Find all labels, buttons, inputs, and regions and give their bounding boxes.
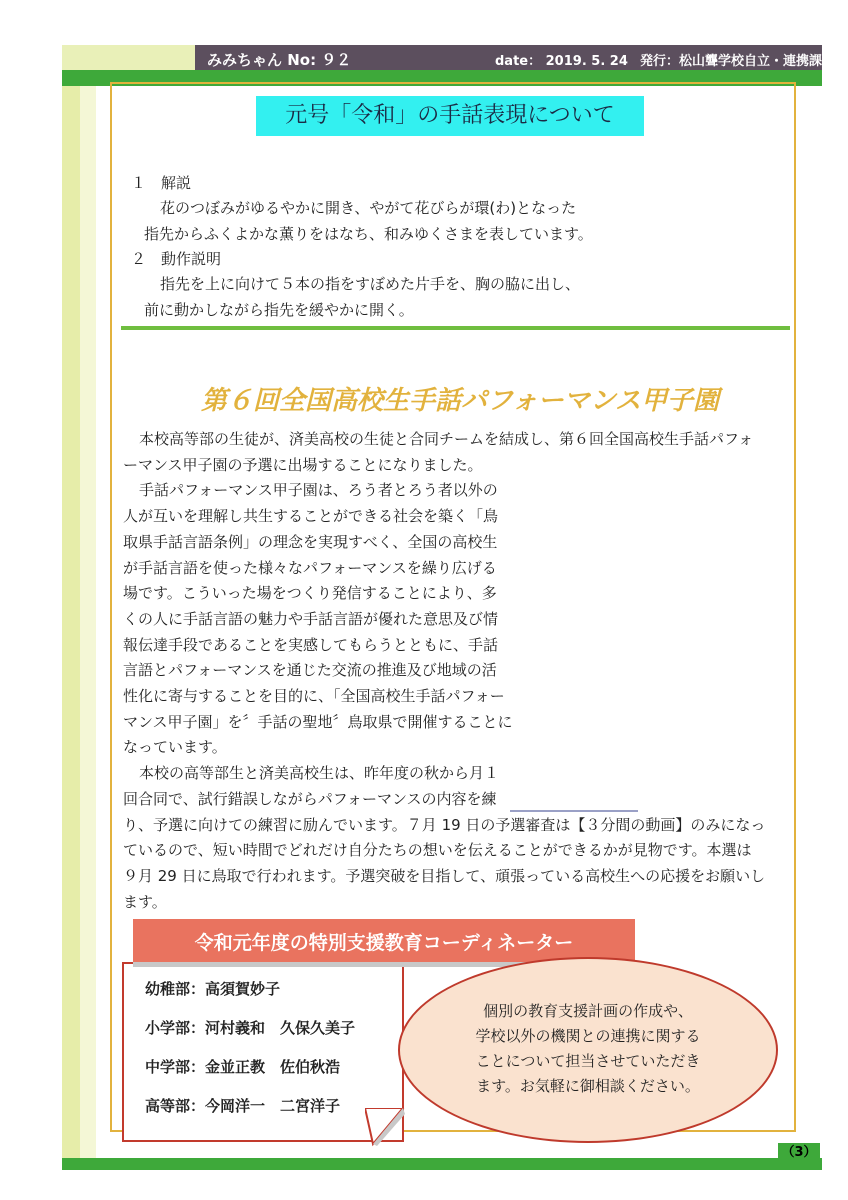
- article-line: 取県手話言語条例」の理念を実現すべく、全国の高校生: [123, 532, 498, 551]
- heading-explanation: １ 解説: [131, 174, 192, 192]
- article-line: 性化に寄与することを目的に、「全国高校生手話パフォー: [123, 687, 505, 706]
- motion-line-1: 指先を上に向けて５本の指をすぼめた片手を、胸の脇に出し、: [160, 275, 581, 293]
- article-line: 人が互いを理解し共生することができる社会を築く「鳥: [123, 507, 499, 526]
- note-line: ことについて担当させていただき: [475, 1052, 701, 1070]
- article-line: マンス甲子園」を〞手話の聖地〞鳥取県で開催することに: [123, 712, 513, 731]
- motion-line-2: 前に動かしながら指先を緩やかに開く。: [144, 301, 414, 319]
- date-value: 2019. 5. 24: [545, 54, 628, 69]
- coordinator-kindergarten: 幼稚部：高須賀妙子: [145, 980, 281, 998]
- coordinator-elementary: 小学部：河村義和 久保久美子: [145, 1019, 356, 1037]
- coordinator-junior-high: 中学部：金並正教 佐伯秋浩: [145, 1058, 341, 1076]
- coordinator-title: 令和元年度の特別支援教育コーディネーター: [133, 919, 635, 967]
- note-line: 個別の教育支援計画の作成や、: [483, 1002, 693, 1020]
- article-line: 本校高等部の生徒が、済美高校の生徒と合同チームを結成し、第６回全国高校生手話パフォ: [139, 430, 754, 448]
- article-line: 本校の高等部生と済美高校生は、昨年度の秋から月１: [139, 764, 500, 783]
- note-line: 学校以外の機関との連携に関する: [475, 1027, 701, 1045]
- decorative-underline: [510, 810, 638, 812]
- article-line: 報伝達手段であることを実感してもらうとともに、手話: [123, 635, 499, 654]
- article-line: り、予選に向けての練習に励んでいます。７月 19 日の予選審査は【３分間の動画】のみになっ: [123, 815, 766, 834]
- article-line: ているので、短い時間でどれだけ自分たちの想いを伝えることができるかが見物です。本選は: [123, 841, 752, 860]
- koshien-article: [123, 427, 765, 915]
- article-line: 手話パフォーマンス甲子園は、ろう者とろう者以外の: [139, 481, 498, 500]
- section-divider: [121, 326, 790, 330]
- left-accent-strip: [62, 86, 80, 1161]
- callout-tail-icon: [365, 1108, 405, 1148]
- koshien-title: 第６回全国高校生手話パフォーマンス甲子園: [201, 386, 719, 416]
- left-accent-strip-light: [80, 86, 96, 1161]
- article-line: ９月 29 日に鳥取で行われます。予選突破を目指して、頑張っている高校生への応援をお願いし: [123, 866, 766, 885]
- explanation-line-1: 花のつぼみがゆるやかに開き、やがて花びらが環(わ)となった: [160, 199, 577, 217]
- note-line: ます。お気軽に御相談ください。: [476, 1077, 700, 1095]
- article-line: 場です。こういった場をつくり発信することにより、多: [123, 584, 497, 603]
- article-line: くの人に手話言語の魅力や手話言語が優れた意思及び情: [123, 609, 499, 628]
- article-line: ます。: [123, 892, 167, 911]
- reiwa-sign-title: 元号「令和」の手話表現について: [256, 96, 644, 136]
- article-line: 言語とパフォーマンスを通じた交流の推進及び地域の活: [123, 661, 497, 680]
- explanation-line-2: 指先からふくよかな薫りをはなち、和みゆくさまを表しています。: [144, 225, 593, 243]
- header-bar: [195, 45, 822, 70]
- date-label: date: [495, 54, 529, 69]
- footer-green-band: [62, 1158, 822, 1170]
- article-line: が手話言語を使った様々なパフォーマンスを繰り広げる: [123, 558, 497, 577]
- article-line: なっています。: [123, 738, 227, 757]
- heading-motion: ２ 動作説明: [131, 250, 222, 268]
- article-line: ーマンス甲子園の予選に出場することになりました。: [123, 455, 483, 474]
- issue-date: date： 2019. 5. 24: [495, 54, 628, 69]
- article-line: 回合同で、試行錯誤しながらパフォーマンスの内容を練: [123, 789, 497, 808]
- page-number: （3）: [778, 1143, 820, 1163]
- note-text: [398, 999, 778, 1099]
- coordinator-high-school: 高等部：今岡洋一 二宮洋子: [145, 1097, 341, 1115]
- publisher: 発行：松山聾学校自立・連携課: [640, 54, 823, 69]
- magazine-number: みみちゃん No: ９２: [207, 51, 352, 69]
